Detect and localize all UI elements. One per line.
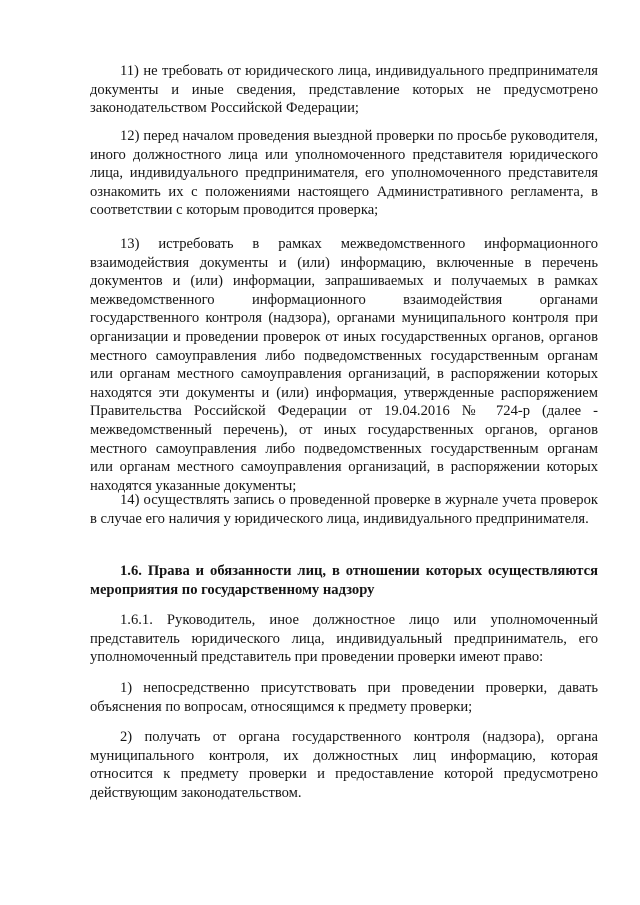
section-heading-1-6: 1.6. Права и обязанности лиц, в отношении которых осуществляются мероприятия по государственному надзору xyxy=(90,563,598,598)
paragraph-1-6-1: 1.6.1. Руководитель, иное должностное лицо или уполномоченный представитель юридического лица, индивидуальный предприниматель, его уполномоченный представитель при проведении проверки имеют право: xyxy=(90,612,598,666)
paragraph-item-12: 12) перед началом проведения выездной проверки по просьбе руководителя, иного должностного лица или уполномоченного представителя юридического лица, индивидуального предпринимателя, его уполномоченного представителя ознакомить их с положениями настоящего Административного регламента, в соответствии с которым проводится проверка; xyxy=(90,128,598,219)
paragraph-right-2: 2) получать от органа государственного контроля (надзора), органа муниципального контроля, их должностных лиц информацию, которая относится к предмету проверки и предоставление которой предусмотрено действующим законодательством. xyxy=(90,729,598,801)
paragraph-item-14: 14) осуществлять запись о проведенной проверке в журнале учета проверок в случае его наличия у юридического лица, индивидуального предпринимателя. xyxy=(90,492,598,527)
paragraph-right-1: 1) непосредственно присутствовать при проведении проверки, давать объяснения по вопросам, относящимся к предмету проверки; xyxy=(90,680,598,715)
paragraph-item-13: 13) истребовать в рамках межведомственного информационного взаимодействия документы и (или) информацию, включенные в перечень документов и (или) информации, запрашиваемых и получаемых в рамках межведомственного информационного взаимодействия органами государственного контроля (надзора), органами муниципального контроля при организации и проведении проверок от иных государственных органов, органов местного самоуправления либо подведомственных государственным органам или органам местного самоуправления организаций, в распоряжении которых находятся эти документы и (или) информация, утвержденные распоряжением Правительства Российской Федерации от 19.04.2016 № 724-р (далее - межведомственный перечень), от иных государственных органов, органов местного самоуправления либо подведомственных государственным органам или органам местного самоуправления организаций, в распоряжении которых находятся указанные документы; xyxy=(90,236,598,494)
paragraph-item-11: 11) не требовать от юридического лица, индивидуального предпринимателя документы и иные сведения, представление которых не предусмотрено законодательством Российской Федерации; xyxy=(90,63,598,117)
